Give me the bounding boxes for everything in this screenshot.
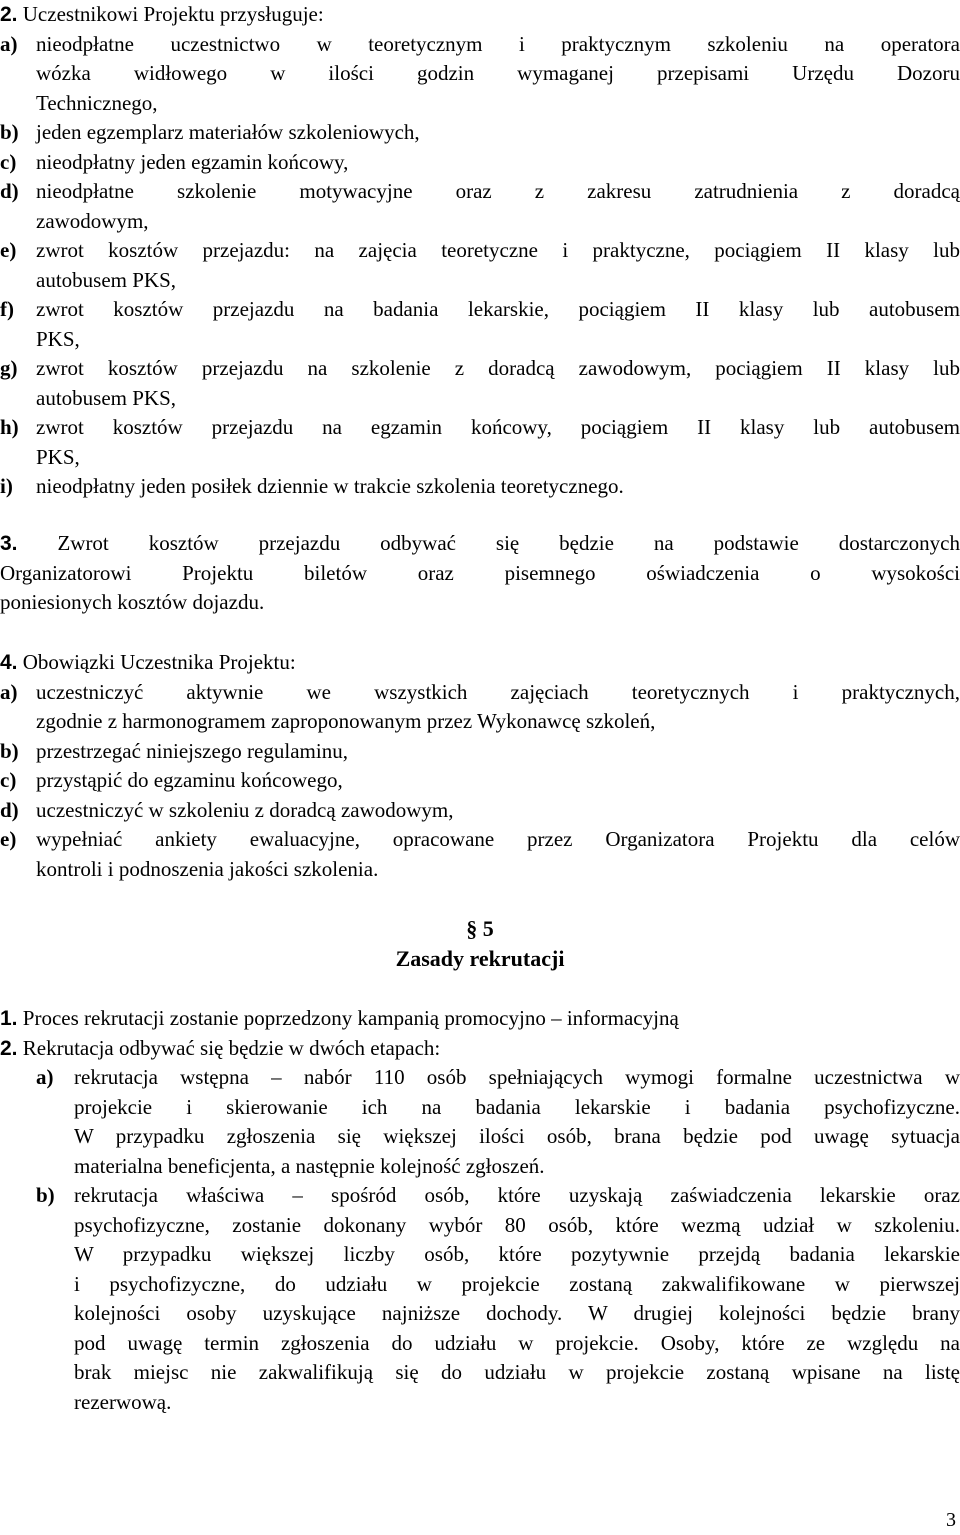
- paragraph-text: Zwrot kosztów przejazdu odbywać się będzie na podstawie dostarczonych: [17, 531, 960, 555]
- section-2: [0, 0, 960, 502]
- list-item: [0, 413, 960, 472]
- list-item-text-line: rekrutacja właściwa – spośród osób, które uzyskają zaświadczenia lekarskie oraz: [74, 1183, 960, 1207]
- list-item-text-line: kontroli i podnoszenia jakości szkolenia.: [36, 856, 379, 881]
- list-item-label: a): [0, 679, 18, 704]
- list-item-text-line: nieodpłatny jeden egzamin końcowy,: [36, 149, 349, 174]
- section-4-heading: [0, 648, 960, 678]
- section-4-list: [0, 678, 960, 885]
- section-number: 2.: [0, 3, 18, 26]
- section-number: 4.: [0, 651, 18, 674]
- list-item-text-line: zawodowym,: [36, 208, 149, 233]
- list-item-text-line: nieodpłatne uczestnictwo w teoretycznym i praktycznym szkoleniu na operatora: [36, 31, 960, 56]
- list-item-text-line: autobusem PKS,: [36, 267, 177, 292]
- list-item: [0, 118, 960, 148]
- list-item-label: d): [0, 797, 19, 822]
- list-item-text-line: brak miejsc nie zakwalifikują się do udziału w projekcie zostaną wpisane na listę: [74, 1360, 960, 1384]
- list-item-text-line: jeden egzemplarz materiałów szkoleniowych,: [36, 120, 420, 144]
- list-item: [0, 30, 960, 119]
- recruitment-section: [0, 1004, 960, 1417]
- list-item: [0, 678, 960, 737]
- list-item-text-line: zwrot kosztów przejazdu na badania lekarskie, pociągiem II klasy lub autobusem: [36, 297, 960, 321]
- section-4: [0, 648, 960, 884]
- recruitment-stages-list: [0, 1063, 960, 1417]
- list-item-text-line: PKS,: [36, 326, 80, 351]
- list-item: [0, 1063, 960, 1181]
- list-item-text-line: zwrot kosztów przejazdu: na zajęcia teoretyczne i praktyczne, pociągiem II klasy lub: [36, 238, 960, 262]
- list-item-label: a): [36, 1065, 54, 1089]
- list-item-text-line: projekcie i skierowanie ich na badania lekarskie i badania psychofizyczne.: [74, 1094, 960, 1119]
- list-item: [0, 472, 960, 502]
- section-3: [0, 529, 960, 618]
- list-item-label: g): [0, 356, 18, 380]
- list-item-label: d): [0, 179, 19, 203]
- list-item: [0, 796, 960, 826]
- list-item-text-line: nieodpłatne szkolenie motywacyjne oraz z zakresu zatrudnienia z doradcą: [36, 179, 960, 203]
- list-item-text-line: rezerwową.: [74, 1389, 172, 1414]
- list-item-label: c): [0, 149, 17, 174]
- list-item-text-line: rekrutacja wstępna – nabór 110 osób spełniających wymogi formalne uczestnictwa w: [74, 1065, 960, 1089]
- list-item-label: f): [0, 297, 14, 321]
- list-item-label: i): [0, 474, 13, 498]
- list-item-text-line: zwrot kosztów przejazdu na szkolenie z doradcą zawodowym, pociągiem II klasy lub: [36, 356, 960, 380]
- paragraph-line: poniesionych kosztów dojazdu.: [0, 590, 265, 614]
- list-item-text-line: uczestniczyć w szkoleniu z doradcą zawodowym,: [36, 797, 454, 822]
- section-2-heading: [0, 0, 960, 30]
- page-number: 3: [946, 1508, 956, 1531]
- list-item-text-line: przystąpić do egzaminu końcowego,: [36, 768, 343, 792]
- list-item-label: b): [0, 120, 19, 144]
- list-item-label: e): [0, 827, 17, 851]
- list-item-text-line: i psychofizyczne, do udziału w projekcie zostaną zakwalifikowane w pierwszej: [74, 1271, 960, 1296]
- list-item: [0, 766, 960, 796]
- point-text: Rekrutacja odbywać się będzie w dwóch etapach:: [22, 1035, 441, 1060]
- list-item-text-line: przestrzegać niniejszego regulaminu,: [36, 738, 348, 763]
- list-item-text-line: pod uwagę termin zgłoszenia do udziału w projekcie. Osoby, które ze względu na: [74, 1330, 960, 1355]
- list-item-text-line: materialna beneficjenta, a następnie kolejność zgłoszeń.: [74, 1153, 545, 1178]
- list-item-text-line: wypełniać ankiety ewaluacyjne, opracowane przez Organizatora Projektu dla celów: [36, 827, 960, 851]
- list-item: [0, 148, 960, 178]
- list-item: [0, 737, 960, 767]
- list-item-label: b): [0, 738, 19, 763]
- list-item-text-line: wózka widłowego w ilości godzin wymaganej przepisami Urzędu Dozoru: [36, 61, 960, 85]
- list-item-label: e): [0, 238, 17, 262]
- list-item: [0, 825, 960, 884]
- recruitment-point-2: [0, 1034, 960, 1064]
- recruitment-point-1: [0, 1004, 960, 1034]
- paragraph-line: Organizatorowi Projektu biletów oraz pisemnego oświadczenia o wysokości: [0, 560, 960, 585]
- list-item-text-line: W przypadku zgłoszenia się większej ilości osób, brana będzie pod uwagę sytuacja: [74, 1124, 960, 1148]
- list-item: [0, 354, 960, 413]
- list-item-text-line: psychofizyczne, zostanie dokonany wybór 80 osób, które wezmą udział w szkoleniu.: [74, 1212, 960, 1237]
- list-item-label: h): [0, 415, 19, 439]
- point-number: 1.: [0, 1007, 18, 1030]
- paragraph-line: [0, 529, 960, 559]
- list-item-label: c): [0, 768, 17, 792]
- list-item: [0, 236, 960, 295]
- list-item-text-line: zgodnie z harmonogramem zaproponowanym przez Wykonawcę szkoleń,: [36, 709, 656, 733]
- section-title: Obowiązki Uczestnika Projektu:: [22, 650, 296, 674]
- list-item-text-line: uczestniczyć aktywnie we wszystkich zajęciach teoretycznych i praktycznych,: [36, 679, 960, 704]
- list-item-text-line: autobusem PKS,: [36, 385, 177, 410]
- list-item-text-line: zwrot kosztów przejazdu na egzamin końcowy, pociągiem II klasy lub autobusem: [36, 415, 960, 439]
- list-item-text-line: PKS,: [36, 444, 80, 469]
- section-3-body: [0, 529, 960, 618]
- paragraph-symbol: § 5: [466, 916, 494, 941]
- list-item-text-line: Technicznego,: [36, 90, 158, 115]
- list-item: [0, 177, 960, 236]
- list-item: [0, 295, 960, 354]
- list-item-label: b): [36, 1183, 55, 1207]
- point-text: Proces rekrutacji zostanie poprzedzony kampanią promocyjno – informacyjną: [22, 1006, 679, 1030]
- chapter-title: Zasady rekrutacji: [395, 946, 565, 971]
- section-number: 3.: [0, 532, 18, 555]
- list-item-label: a): [0, 31, 18, 56]
- section-2-list: [0, 30, 960, 502]
- list-item-text-line: nieodpłatny jeden posiłek dziennie w trakcie szkolenia teoretycznego.: [36, 474, 624, 498]
- list-item: [0, 1181, 960, 1417]
- list-item-text-line: kolejności osoby uzyskujące najniższe dochody. W drugiej kolejności będzie brany: [74, 1301, 960, 1325]
- section-title: Uczestnikowi Projektu przysługuje:: [22, 2, 324, 26]
- point-number: 2.: [0, 1036, 18, 1060]
- list-item-text-line: W przypadku większej liczby osób, które pozytywnie przejdą badania lekarskie: [74, 1242, 960, 1266]
